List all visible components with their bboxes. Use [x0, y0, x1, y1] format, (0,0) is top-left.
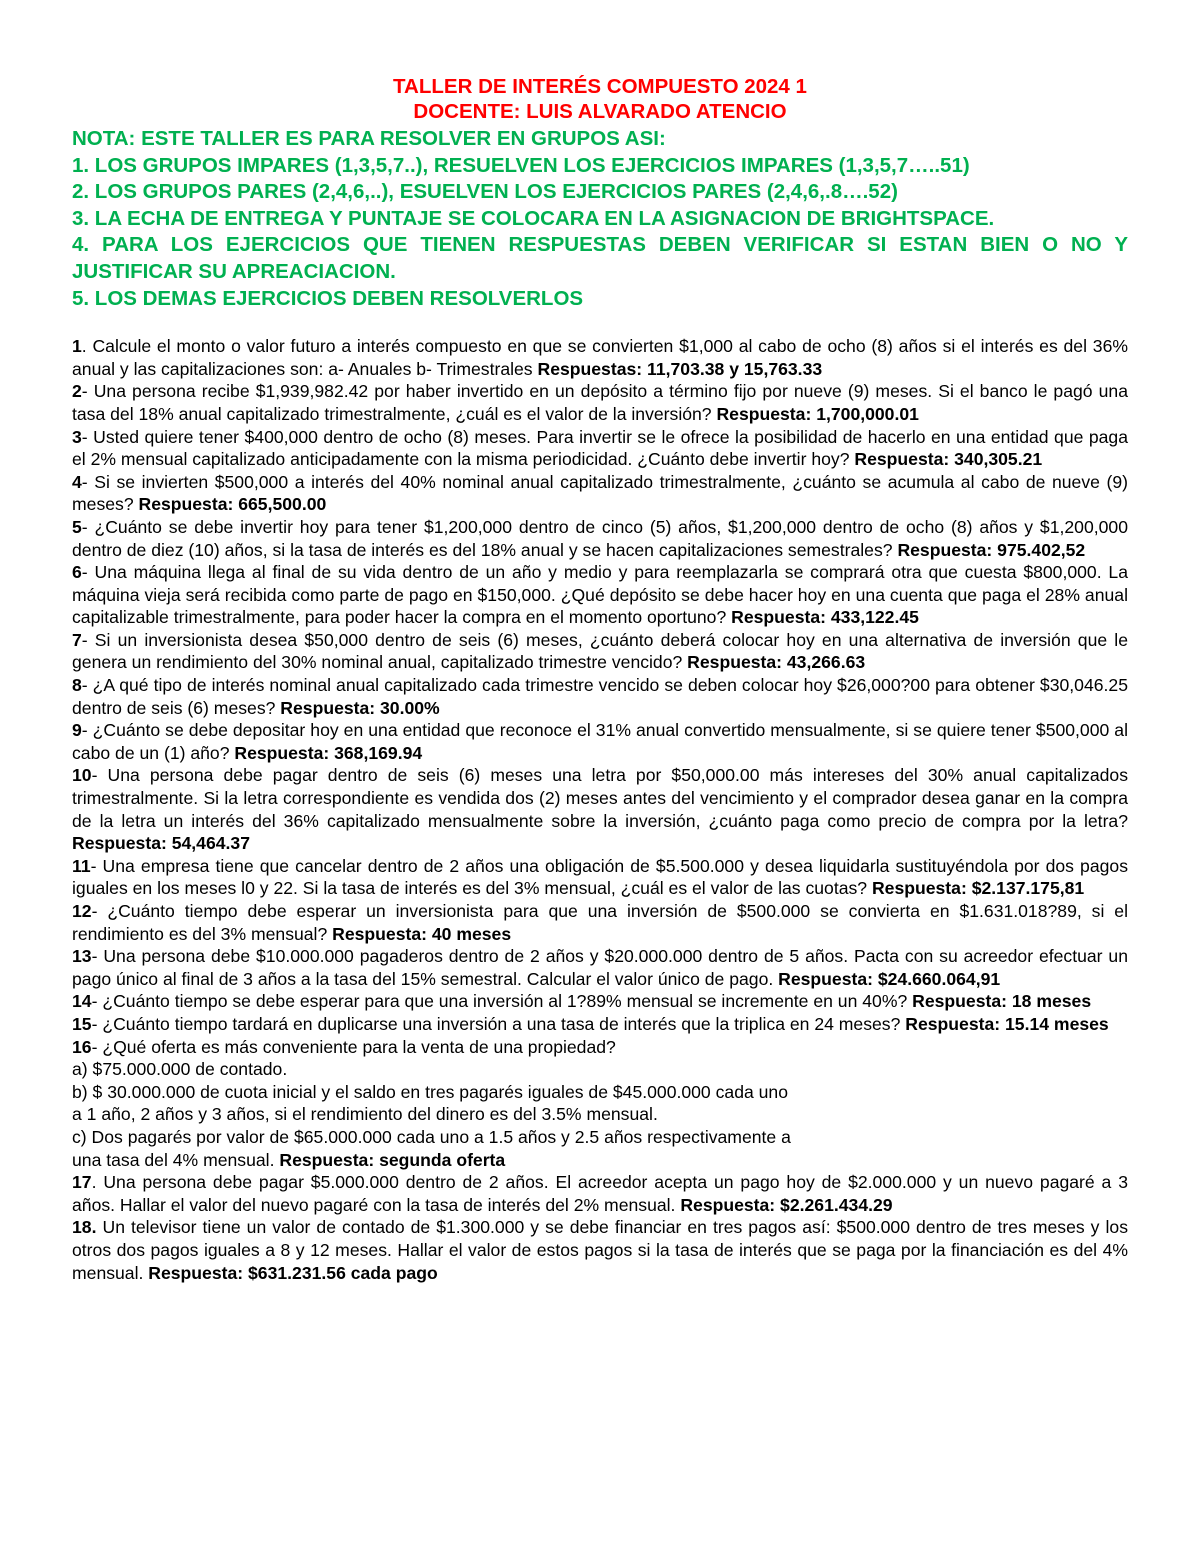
exercise-text: - ¿Cuánto tiempo tardará en duplicarse una inversión a una tasa de interés que la triplica en 24 meses? [91, 1013, 906, 1034]
exercise-text: - Una persona debe $10.000.000 pagaderos dentro de 2 años y $20.000.000 dentro de 5 años. Pacta con su acreedor efectuar un pago único al final de 3 años a la tasa del 15% semestral. Calcular el valor único de pago. [72, 946, 1128, 989]
exercise-text: - Una empresa tiene que cancelar dentro de 2 años una obligación de $5.500.000 y desea liquidarla sustituyéndola por dos pagos iguales en los meses l0 y 22. Si la tasa de interés es del 3% mensual, ¿cuál es el valor de las cuotas? [72, 855, 1128, 899]
exercise-item [72, 1216, 1128, 1284]
exercise-option [72, 1103, 1128, 1126]
exercise-item [72, 1036, 1128, 1059]
exercise-item [72, 471, 1128, 516]
exercise-item [72, 380, 1128, 425]
exercise-text: - ¿Cuánto se debe depositar hoy en una entidad que reconoce el 31% anual convertido mensualmente, si se quiere tener $500,000 al cabo de un (1) año? [72, 720, 1128, 763]
note-line-5: 4. PARA LOS EJERCICIOS QUE TIENEN RESPUESTAS DEBEN VERIFICAR SI ESTAN BIEN O NO Y JUSTIFICAR SU APREACIACION. [72, 233, 1128, 283]
exercise-number: 14 [72, 991, 92, 1012]
exercise-answer: Respuesta: 368,169.94 [234, 742, 423, 763]
title-line-2: DOCENTE: LUIS ALVARADO ATENCIO [413, 100, 787, 123]
exercise-number: 8 [72, 675, 82, 696]
exercise-number: 16 [72, 1036, 92, 1057]
exercise-answer: Respuesta: 54,464.37 [72, 833, 250, 854]
exercise-answer: Respuesta: $2.261.434.29 [680, 1194, 893, 1215]
exercise-number: 7 [72, 629, 82, 650]
exercise-number: 18. [72, 1217, 97, 1238]
exercise-number: 2 [72, 381, 82, 402]
exercise-item [72, 719, 1128, 764]
exercise-answer: Respuesta: 30.00% [280, 697, 440, 718]
exercise-item [72, 1013, 1128, 1036]
exercise-number: 11 [72, 855, 91, 876]
exercise-text: . Una persona debe pagar $5.000.000 dentro de 2 años. El acreedor acepta un pago hoy de $2.000.000 y un nuevo pagaré a 3 años. Hallar el valor del nuevo pagaré con la tasa de interés del 2% mensual. [72, 1172, 1128, 1215]
exercise-answer: Respuesta: 340,305.21 [854, 449, 1043, 470]
exercise-answer: Respuesta: 975.402,52 [897, 539, 1086, 560]
exercise-answer: Respuesta: 1,700,000.01 [716, 403, 919, 424]
exercise-item [72, 629, 1128, 674]
exercise-answer: Respuesta: 43,266.63 [687, 652, 866, 673]
note-line-4: 3. LA ECHA DE ENTREGA Y PUNTAJE SE COLOCARA EN LA ASIGNACION DE BRIGHTSPACE. [72, 206, 995, 230]
option-text: una tasa del 4% mensual. [72, 1149, 280, 1170]
exercise-text: - Si un inversionista desea $50,000 dentro de seis (6) meses, ¿cuánto deberá colocar hoy en una alternativa de inversión que le genera un rendimiento del 30% nominal anual, capitalizado trimestre vencido? [72, 629, 1128, 673]
exercise-item [72, 561, 1128, 629]
document-page [72, 74, 1128, 1284]
document-title [72, 74, 1128, 124]
exercise-number: 15 [72, 1013, 92, 1034]
exercise-text: - ¿Cuánto se debe invertir hoy para tener $1,200,000 dentro de cinco (5) años, $1,200,000 dentro de ocho (8) años y $1,200,000 dentro de diez (10) años, si la tasa de interés es del 18% anual y se hacen capitalizaciones semestrales? [72, 516, 1128, 560]
exercise-answer: Respuesta: 40 meses [332, 923, 512, 944]
exercise-item [72, 855, 1128, 900]
exercise-number: 9 [72, 720, 82, 741]
note-line-1: NOTA: ESTE TALLER ES PARA RESOLVER EN GRUPOS ASI: [72, 127, 666, 150]
exercise-number: 4 [72, 471, 82, 492]
exercise-text: . Calcule el monto o valor futuro a interés compuesto en que se convierten $1,000 al cabo de ocho (8) años si el interés es del 36% anual y las capitalizaciones son: a- Anuales b- Trimestrales [72, 336, 1128, 379]
exercise-text: - ¿Cuánto tiempo debe esperar un inversionista para que una inversión de $500.000 se convierta en $1.631.018?89, si el rendimiento es del 3% mensual? [72, 901, 1128, 944]
exercise-number: 13 [72, 946, 92, 967]
exercise-text: - ¿Cuánto tiempo se debe esperar para que una inversión al 1?89% mensual se incremente en un 40%? [91, 991, 913, 1012]
exercise-item [72, 516, 1128, 561]
exercise-option [72, 1126, 1128, 1149]
exercise-item [72, 990, 1128, 1013]
exercise-text: - ¿Qué oferta es más conveniente para la venta de una propiedad? [91, 1036, 616, 1057]
exercise-text: Un televisor tiene un valor de contado de $1.300.000 y se debe financiar en tres pagos así: $500.000 dentro de tres meses y los otros dos pagos iguales a 8 y 12 meses. Hallar el valor de estos pagos si la tasa de interés que se paga por la financiación es del 4% mensual. [72, 1217, 1128, 1283]
exercise-answer: Respuesta: segunda oferta [279, 1149, 506, 1170]
exercise-answer: Respuesta: 433,122.45 [731, 607, 919, 628]
exercise-item [72, 335, 1128, 380]
exercise-option [72, 1081, 1128, 1104]
exercise-item [72, 674, 1128, 719]
exercise-option [72, 1058, 1128, 1081]
option-text: c) Dos pagarés por valor de $65.000.000 cada uno a 1.5 años y 2.5 años respectivamente a [72, 1126, 791, 1147]
exercise-answer: Respuestas: 11,703.38 y 15,763.33 [537, 358, 823, 379]
exercise-item [72, 764, 1128, 854]
exercise-item [72, 900, 1128, 945]
exercise-number: 17 [72, 1172, 92, 1193]
exercise-answer: Respuesta: 18 meses [912, 991, 1092, 1012]
exercise-text: - Una persona recibe $1,939,982.42 por haber invertido en un depósito a término fijo por nueve (9) meses. Si el banco le pagó una tasa del 18% anual capitalizado trimestralmente, ¿cuál es el valor de la inversión? [72, 381, 1128, 424]
exercise-answer: Respuesta: $2.137.175,81 [871, 878, 1085, 899]
exercise-item [72, 1171, 1128, 1216]
title-line-1: TALLER DE INTERÉS COMPUESTO 2024 1 [393, 75, 807, 98]
exercise-text: - Usted quiere tener $400,000 dentro de ocho (8) meses. Para invertir se le ofrece la posibilidad de hacerlo en una entidad que paga el 2% mensual capitalizado anticipadamente con la misma periodicidad. ¿Cuánto debe invertir hoy? [72, 426, 1128, 470]
note-line-3: 2. LOS GRUPOS PARES (2,4,6,..), ESUELVEN LOS EJERCICIOS PARES (2,4,6,.8….52) [72, 180, 898, 204]
exercise-number: 5 [72, 516, 82, 537]
note-line-2: 1. LOS GRUPOS IMPARES (1,3,5,7..), RESUELVEN LOS EJERCICIOS IMPARES (1,3,5,7…..51) [72, 153, 970, 177]
exercise-text: - Si se invierten $500,000 a interés del 40% nominal anual capitalizado trimestralmente, ¿cuánto se acumula al cabo de nueve (9) meses? [72, 471, 1128, 515]
exercise-answer: Respuesta: $24.660.064,91 [778, 968, 1001, 989]
exercise-item [72, 426, 1128, 471]
exercise-answer: Respuesta: $631.231.56 cada pago [148, 1262, 438, 1283]
exercise-text: - Una máquina llega al final de su vida dentro de un año y medio y para reemplazarla se comprará otra que cuesta $800,000. La máquina vieja será recibida como parte de pago en $150,000. ¿Qué depósito se debe hacer hoy en una cuenta que paga el 28% anual capitalizable trimestralmente, para poder hacer la compra en el momento oportuno? [72, 562, 1128, 628]
exercise-item [72, 945, 1128, 990]
exercise-answer: Respuesta: 15.14 meses [905, 1013, 1109, 1034]
exercise-text: - Una persona debe pagar dentro de seis (6) meses una letra por $50,000.00 más intereses del 30% anual capitalizados trimestralmente. Si la letra correspondiente es vendida dos (2) meses antes del vencimiento y el comprador desea ganar en la compra de la letra un interés del 36% capitalizado mensualmente sobre la inversión, ¿cuánto paga como precio de compra por la letra? [72, 765, 1128, 831]
option-text: b) $ 30.000.000 de cuota inicial y el saldo en tres pagarés iguales de $45.000.000 cada uno [72, 1081, 789, 1102]
exercise-number: 6 [72, 562, 82, 583]
note-line-6: 5. LOS DEMAS EJERCICIOS DEBEN RESOLVERLOS [72, 286, 584, 310]
exercise-number: 12 [72, 901, 92, 921]
instructions-note [72, 126, 1128, 312]
exercise-option [72, 1149, 1128, 1172]
option-text: a) $75.000.000 de contado. [72, 1059, 288, 1080]
exercise-number: 1 [72, 336, 82, 357]
exercise-answer: Respuesta: 665,500.00 [138, 494, 327, 515]
exercise-number: 3 [72, 426, 82, 447]
exercise-list [72, 335, 1128, 1284]
option-text: a 1 año, 2 años y 3 años, si el rendimiento del dinero es del 3.5% mensual. [72, 1104, 658, 1125]
exercise-text: - ¿A qué tipo de interés nominal anual capitalizado cada trimestre vencido se deben colocar hoy $26,000?00 para obtener $30,046.25 dentro de seis (6) meses? [72, 675, 1128, 718]
exercise-number: 10 [72, 765, 92, 786]
